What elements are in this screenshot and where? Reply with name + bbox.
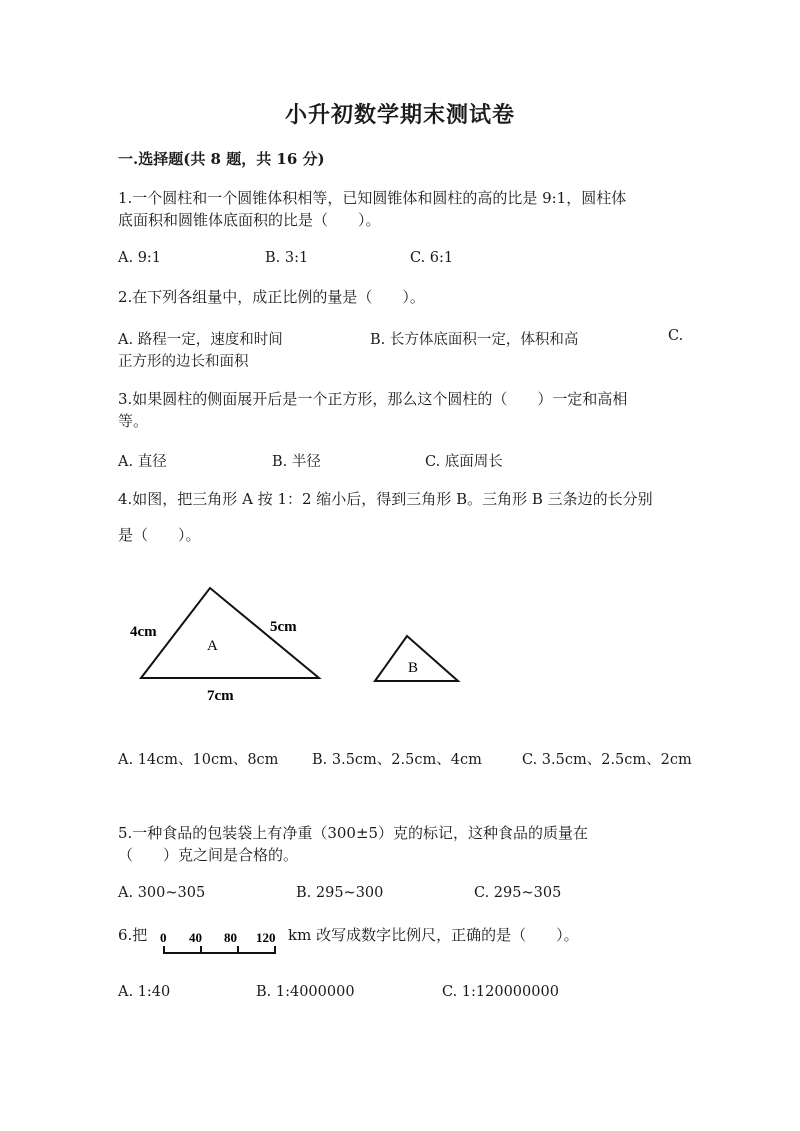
question-1-text-line1: 1.一个圆柱和一个圆锥体积相等，已知圆锥体和圆柱的高的比是 9:1，圆柱体 (118, 189, 627, 207)
side-left-label: 4cm (130, 624, 157, 640)
scale-label-120: 120 (256, 930, 276, 945)
question-6-option-c[interactable]: C. 1:120000000 (442, 984, 559, 1000)
question-3-text-line2: 等。 (118, 412, 149, 430)
scale-bar (156, 926, 286, 958)
question-3-option-a[interactable]: A. 直径 (118, 454, 167, 470)
scale-label-0: 0 (160, 930, 167, 945)
question-1-option-a[interactable]: A. 9:1 (118, 250, 162, 266)
question-5-text-line2: （ ）克之间是合格的。 (118, 846, 299, 864)
triangle-b-label: B (408, 660, 419, 676)
side-right-label: 5cm (270, 619, 297, 635)
question-4-option-c[interactable]: C. 3.5cm、2.5cm、2cm (522, 752, 692, 768)
question-4-option-b[interactable]: B. 3.5cm、2.5cm、4cm (312, 752, 482, 768)
question-6-text-after: km 改写成数字比例尺，正确的是（ ）。 (288, 926, 579, 944)
question-1-option-b[interactable]: B. 3:1 (265, 250, 309, 266)
question-4-text-line2: 是（ ）。 (118, 526, 201, 544)
question-1-option-c[interactable]: C. 6:1 (410, 250, 454, 266)
question-4-option-a[interactable]: A. 14cm、10cm、8cm (118, 752, 279, 768)
question-1-text-line2: 底面积和圆锥体底面积的比是（ ）。 (118, 211, 381, 229)
scale-label-40: 40 (189, 930, 202, 945)
question-2-option-b[interactable]: B. 长方体底面积一定，体积和高 (370, 332, 579, 348)
question-3-text-line1: 3.如果圆柱的侧面展开后是一个正方形，那么这个圆柱的（ ）一定和高相 (118, 390, 628, 408)
question-5-option-c[interactable]: C. 295~305 (474, 885, 562, 901)
question-5-option-a[interactable]: A. 300~305 (118, 885, 206, 901)
section-heading: 一.选择题(共 8 题，共 16 分) (118, 150, 325, 168)
question-3-option-c[interactable]: C. 底面周长 (425, 454, 503, 470)
question-3-option-b[interactable]: B. 半径 (272, 454, 321, 470)
question-2-option-a[interactable]: A. 路程一定，速度和时间 (118, 332, 283, 348)
triangle-a-label: A (207, 638, 218, 654)
question-2-option-c-text[interactable]: 正方形的边长和面积 (118, 354, 249, 370)
question-6-option-a[interactable]: A. 1:40 (118, 984, 171, 1000)
question-5-text-line1: 5.一种食品的包装袋上有净重（300±5）克的标记，这种食品的质量在 (118, 824, 589, 842)
question-5-option-b[interactable]: B. 295~300 (296, 885, 384, 901)
page-title: 小升初数学期末测试卷 (284, 102, 515, 128)
triangles-figure (120, 580, 480, 710)
question-2-text-line1: 2.在下列各组量中，成正比例的量是（ ）。 (118, 288, 425, 306)
side-bottom-label: 7cm (207, 688, 234, 704)
scale-label-80: 80 (224, 930, 237, 945)
question-6-option-b[interactable]: B. 1:4000000 (256, 984, 355, 1000)
question-4-text-line1: 4.如图，把三角形 A 按 1：2 缩小后，得到三角形 B。三角形 B 三条边的长分别 (118, 490, 653, 508)
question-6-text-before: 6.把 (118, 926, 148, 944)
question-2-option-c-label[interactable]: C. (668, 328, 684, 344)
